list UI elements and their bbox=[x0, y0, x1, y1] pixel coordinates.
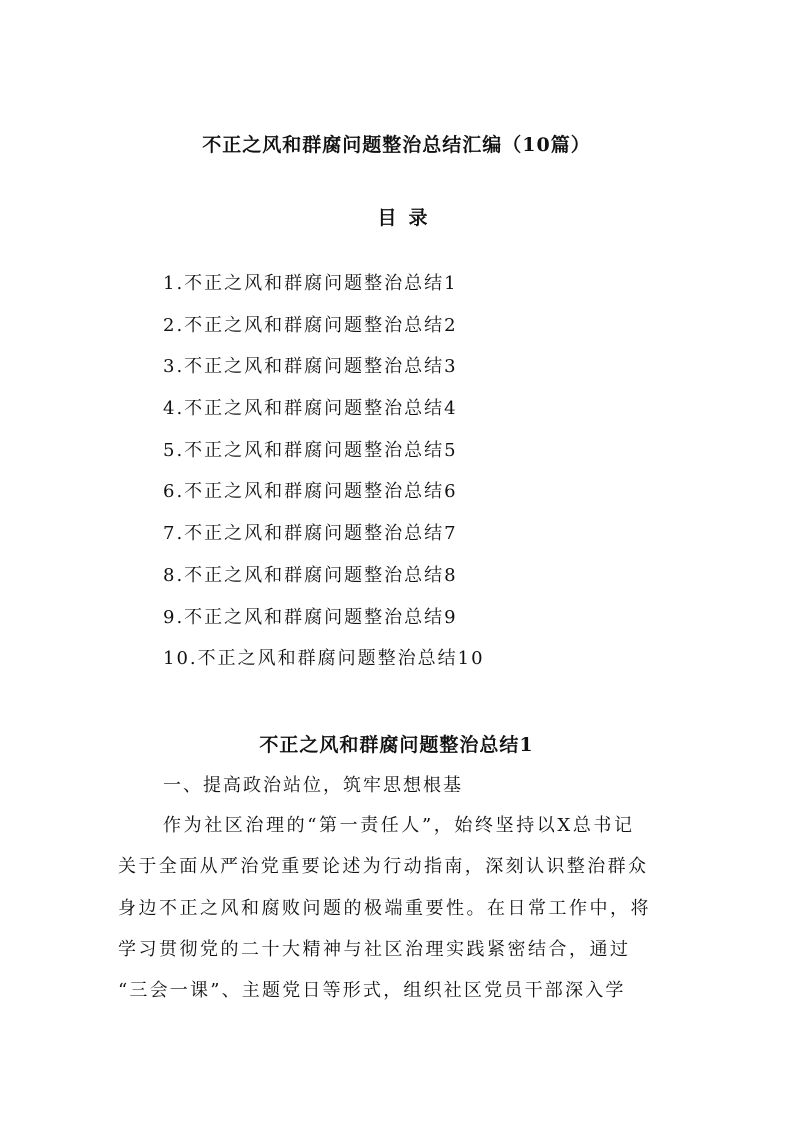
toc-item[interactable]: 4.不正之风和群腐问题整治总结4 bbox=[163, 398, 458, 420]
table-of-contents bbox=[163, 270, 485, 687]
paragraph-line: 身边不正之风和腐败问题的极端重要性。在日常工作中，将 bbox=[118, 897, 651, 919]
toc-heading: 目录 bbox=[377, 207, 440, 229]
toc-item[interactable]: 9.不正之风和群腐问题整治总结9 bbox=[163, 606, 458, 628]
toc-item[interactable]: 7.不正之风和群腐问题整治总结7 bbox=[163, 523, 458, 545]
paragraph-line: 作为社区治理的“第一责任人”，始终坚持以X总书记 bbox=[163, 815, 635, 836]
toc-item[interactable]: 6.不正之风和群腐问题整治总结6 bbox=[163, 481, 458, 503]
body-paragraph bbox=[118, 812, 678, 1018]
paragraph-line: 关于全面从严治党重要论述为行动指南，深刻认识整治群众 bbox=[118, 856, 649, 878]
section-subheading: 一、提高政治站位，筑牢思想根基 bbox=[163, 775, 463, 796]
section-title: 不正之风和群腐问题整治总结1 bbox=[259, 734, 534, 756]
document-title: 不正之风和群腐问题整治总结汇编（10篇） bbox=[202, 134, 591, 156]
toc-item[interactable]: 5.不正之风和群腐问题整治总结5 bbox=[163, 439, 458, 461]
toc-item[interactable]: 10.不正之风和群腐问题整治总结10 bbox=[163, 648, 485, 670]
paragraph-line: 学习贯彻党的二十大精神与社区治理实践紧密结合，通过 bbox=[118, 938, 631, 960]
toc-item[interactable]: 2.不正之风和群腐问题整治总结2 bbox=[163, 314, 458, 336]
toc-item[interactable]: 3.不正之风和群腐问题整治总结3 bbox=[163, 356, 458, 378]
toc-item[interactable]: 8.不正之风和群腐问题整治总结8 bbox=[163, 564, 458, 586]
paragraph-line: “三会一课”、主题党日等形式，组织社区党员干部深入学 bbox=[118, 980, 626, 1002]
toc-item[interactable]: 1.不正之风和群腐问题整治总结1 bbox=[163, 273, 458, 294]
